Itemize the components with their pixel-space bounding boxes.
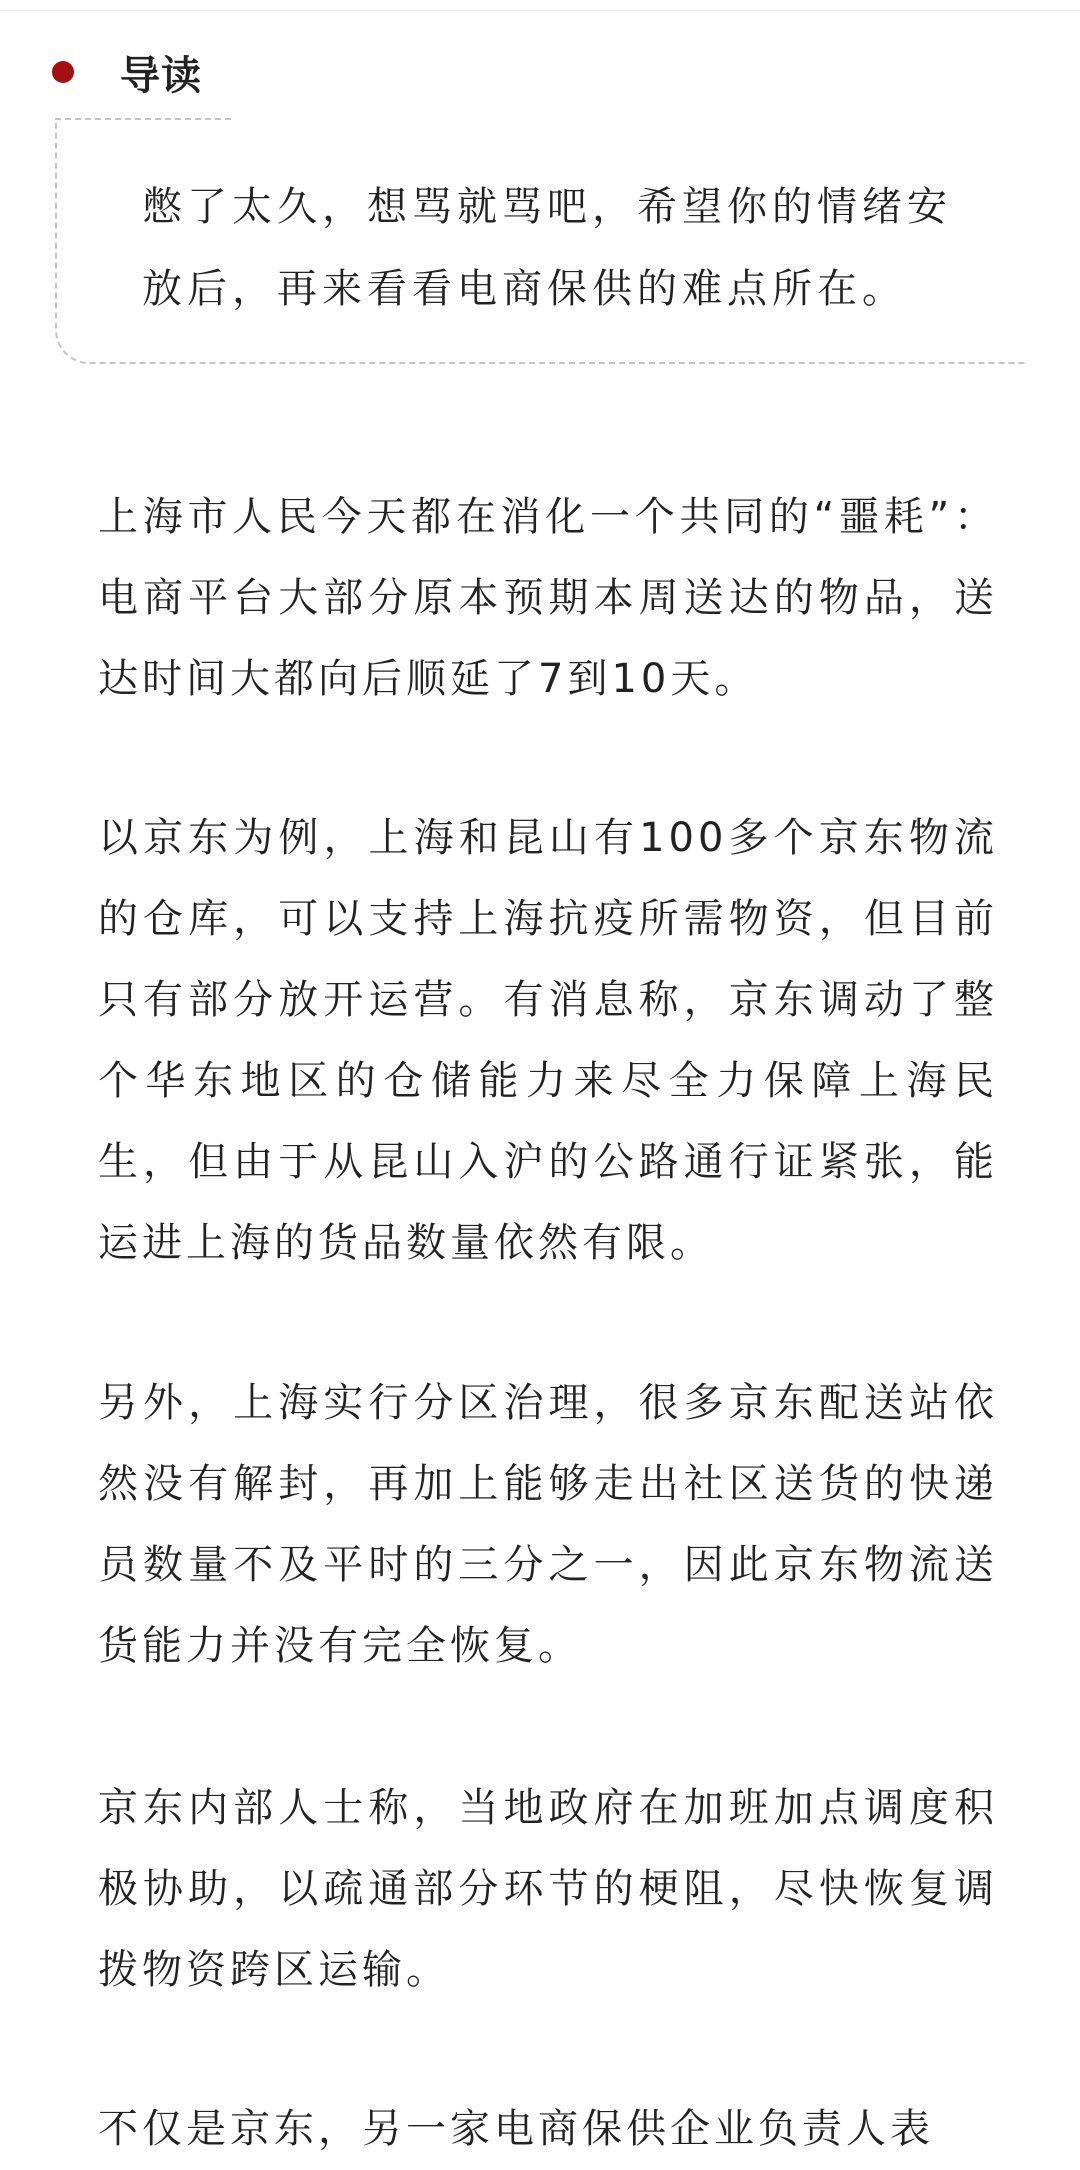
section-title: 导读 xyxy=(120,52,202,99)
top-divider xyxy=(0,10,1080,11)
section-header xyxy=(52,40,202,104)
intro-text: 憋了太久，想骂就骂吧，希望你的情绪安放后，再来看看电商保供的难点所在。 xyxy=(142,184,952,312)
article-paragraph: 以京东为例，上海和昆山有100多个京东物流的仓库，可以支持上海抗疫所需物资，但目前只有部分放开运营。有消息称，京东调动了整个华东地区的仓储能力来尽全力保障上海民生，但由于从昆山入沪的公路通行证紧张，能运进上海的货品数量依然有限。 xyxy=(98,815,998,1266)
article-paragraph: 京东内部人士称，当地政府在加班加点调度积极协助，以疏通部分环节的梗阻，尽快恢复调拨物资跨区运输。 xyxy=(98,1785,998,1993)
article-paragraph: 另外，上海实行分区治理，很多京东配送站依然没有解封，再加上能够走出社区送货的快递员数量不及平时的三分之一，因此京东物流送货能力并没有完全恢复。 xyxy=(98,1380,998,1669)
article-paragraph: 上海市人民今天都在消化一个共同的“噩耗”：电商平台大部分原本预期本周送达的物品，送达时间大都向后顺延了7到10天。 xyxy=(98,494,998,702)
article-paragraph: 不仅是京东，另一家电商保供企业负责人表 xyxy=(98,2106,934,2152)
bullet-dot-icon xyxy=(52,61,74,83)
